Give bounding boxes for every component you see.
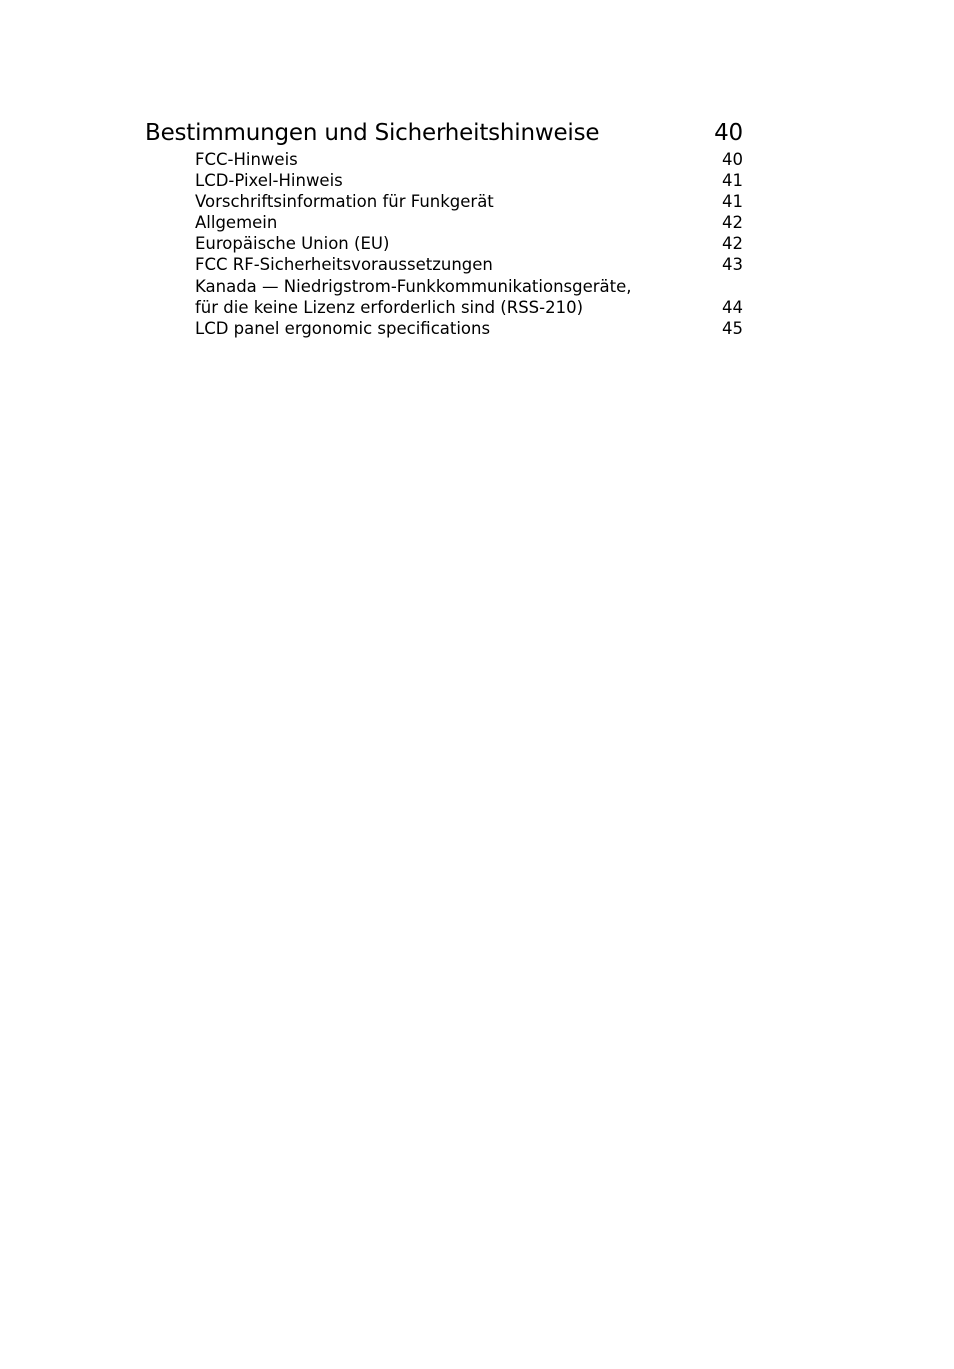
table-of-contents [145, 117, 743, 339]
toc-entry-title [195, 254, 493, 275]
toc-entry[interactable] [195, 276, 743, 318]
toc-entry[interactable] [195, 254, 743, 275]
toc-entry-title [195, 276, 632, 318]
toc-entry-page-number: 42 [722, 213, 743, 233]
toc-entry[interactable] [195, 212, 743, 233]
toc-entry-list [145, 149, 743, 339]
toc-entry-page-number: 44 [722, 297, 743, 317]
toc-entry-title [195, 233, 389, 254]
toc-entry[interactable] [195, 170, 743, 191]
toc-entry-title-line: Kanada — Niedrigstrom-Funkkommunikationsgeräte, [195, 276, 632, 296]
toc-entry-title-line: FCC-Hinweis [195, 150, 298, 169]
toc-entry-title-line: für die keine Lizenz erforderlich sind (RSS-210) [195, 297, 584, 317]
toc-entry-page-number: 40 [722, 150, 743, 169]
toc-entry-title-line: LCD panel ergonomic specifications [195, 318, 491, 338]
toc-entry-title [195, 191, 494, 212]
toc-entry[interactable] [195, 191, 743, 212]
toc-entry-page-number: 41 [722, 192, 743, 212]
toc-entry-title [195, 318, 490, 339]
toc-entry-page-number: 42 [722, 234, 743, 254]
toc-entry-title-line: Allgemein [195, 213, 278, 233]
toc-entry-title [195, 149, 298, 170]
toc-entry-page-number: 43 [722, 255, 743, 275]
toc-section-heading[interactable] [145, 117, 743, 149]
toc-entry-page-number: 41 [722, 171, 743, 191]
section-page-number: 40 [714, 120, 743, 146]
section-title: Bestimmungen und Sicherheitshinweise [145, 120, 600, 146]
toc-entry-title-line: Europäische Union (EU) [195, 234, 390, 254]
toc-entry-page-number: 45 [722, 318, 743, 338]
toc-entry-title [195, 212, 277, 233]
toc-entry[interactable] [195, 318, 743, 339]
toc-entry[interactable] [195, 233, 743, 254]
toc-entry-title-line: FCC RF-Sicherheitsvoraussetzungen [195, 255, 493, 275]
toc-entry-title-line: LCD-Pixel-Hinweis [195, 171, 343, 191]
toc-entry-title [195, 170, 343, 191]
toc-entry-title-line: Vorschriftsinformation für Funkgerät [195, 192, 494, 212]
toc-entry[interactable] [195, 149, 743, 170]
